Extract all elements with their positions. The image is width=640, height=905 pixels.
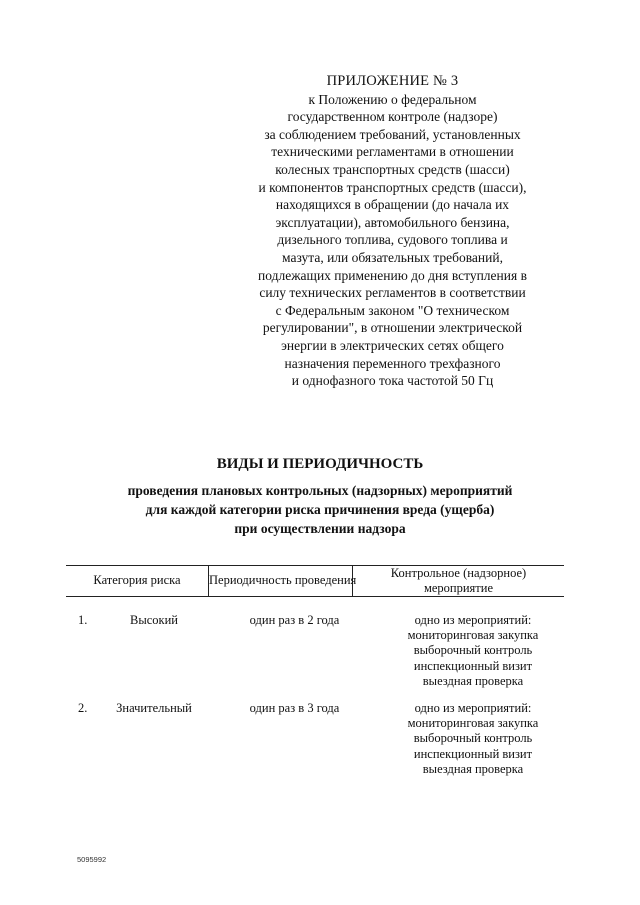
event-item: мониторинговая закупка <box>407 628 539 643</box>
event-item: выборочный контроль <box>413 643 533 658</box>
appendix-header <box>225 73 560 390</box>
risk-category: Высокий <box>130 613 178 627</box>
row-number: 1. <box>78 613 88 627</box>
appendix-line: эксплуатации), автомобильного бензина, <box>275 214 510 230</box>
header-periodicity: Периодичность проведения <box>209 573 357 587</box>
appendix-number: ПРИЛОЖЕНИЕ № 3 <box>326 73 459 89</box>
appendix-line: силу технических регламентов в соответствии <box>259 285 526 301</box>
event-item: инспекционный визит <box>413 746 533 761</box>
appendix-line: и компонентов транспортных средств (шасси), <box>258 179 527 195</box>
table-header-rule <box>66 596 564 597</box>
periodicity: один раз в 2 года <box>249 613 340 627</box>
appendix-line: к Положению о федеральном <box>308 91 477 107</box>
appendix-line: государственном контроле (надзоре) <box>287 109 498 125</box>
appendix-line: подлежащих применению до дня вступления в <box>258 267 527 283</box>
row-number: 2. <box>78 701 88 715</box>
event-item: инспекционный визит <box>413 658 533 673</box>
appendix-line: техническими регламентами в отношении <box>271 144 514 160</box>
event-item: выборочный контроль <box>413 731 533 746</box>
event-list <box>366 701 580 777</box>
appendix-line: с Федеральным законом "О техническом <box>275 302 510 318</box>
appendix-line: энергии в электрических сетях общего <box>281 337 504 353</box>
periodicity: один раз в 3 года <box>249 701 340 715</box>
appendix-line: за соблюдением требований, установленных <box>264 126 521 142</box>
appendix-line: мазута, или обязательных требований, <box>282 249 503 265</box>
document-title: ВИДЫ И ПЕРИОДИЧНОСТЬ <box>216 456 424 472</box>
document-subtitle-line: для каждой категории риска причинения вреда (ущерба) <box>145 502 495 517</box>
event-item: выездная проверка <box>422 761 524 776</box>
appendix-line: регулировании", в отношении электрической <box>262 320 523 336</box>
appendix-line: и однофазного тока частотой 50 Гц <box>291 373 494 389</box>
header-category: Категория риска <box>93 573 181 587</box>
risk-category: Значительный <box>116 701 192 715</box>
appendix-line: находящихся в обращении (до начала их <box>275 197 510 213</box>
header-event <box>353 566 564 596</box>
event-item: одно из мероприятий: <box>414 701 532 715</box>
appendix-line: дизельного топлива, судового топлива и <box>277 232 508 248</box>
event-list <box>366 613 580 689</box>
event-item: одно из мероприятий: <box>414 613 532 627</box>
document-subtitle-line: проведения плановых контрольных (надзорных) мероприятий <box>127 483 513 498</box>
header-event-line: Контрольное (надзорное) <box>390 566 527 580</box>
document-code: 5095992 <box>77 855 107 864</box>
header-event-line: мероприятие <box>423 581 494 595</box>
document-subtitle-line: при осуществлении надзора <box>234 521 406 536</box>
event-item: выездная проверка <box>422 673 524 688</box>
appendix-line: назначения переменного трехфазного <box>284 355 501 371</box>
appendix-line: колесных транспортных средств (шасси) <box>275 161 510 177</box>
event-item: мониторинговая закупка <box>407 716 539 731</box>
